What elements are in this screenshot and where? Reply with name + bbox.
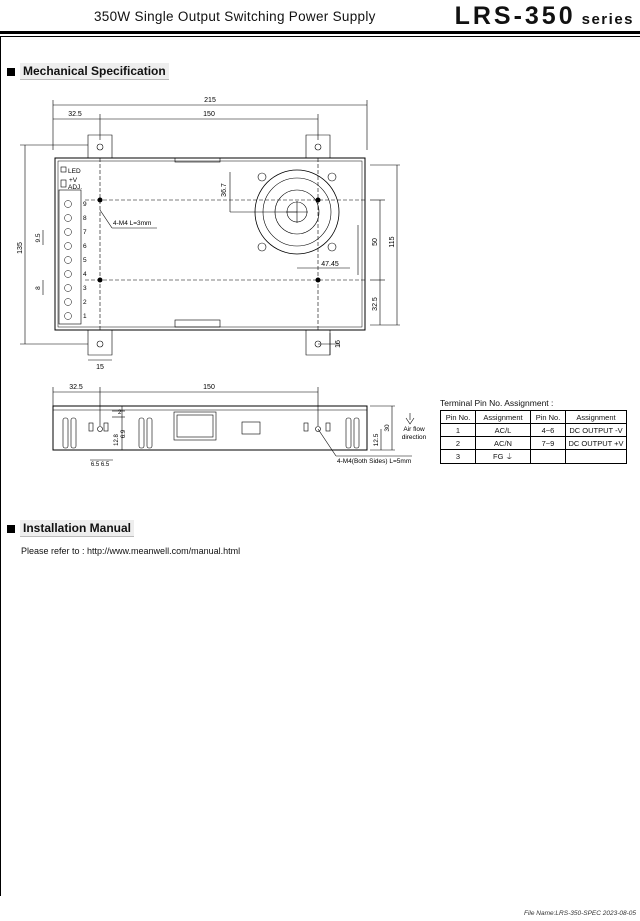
installation-title: Installation Manual — [20, 520, 134, 537]
table-header-row — [441, 411, 627, 424]
file-name-footer: File Name:LRS-350-SPEC 2023-08-05 — [524, 910, 636, 917]
pin-assignment-table — [440, 410, 627, 464]
table-header: Assignment — [476, 411, 531, 424]
dim-fan-offset: 47.45 — [321, 261, 339, 268]
adj-label-1: +V — [69, 177, 78, 184]
table-cell: 2 — [441, 437, 476, 450]
table-cell: AC/N — [476, 437, 531, 450]
table-row — [441, 424, 627, 437]
side-dim-b: 6.9 — [121, 429, 127, 439]
mechanical-spec-title: Mechanical Specification — [20, 63, 169, 80]
side-dim-c: 12.8 — [114, 434, 120, 446]
terminal-label: 9 — [83, 201, 87, 208]
table-cell: 4~6 — [531, 424, 566, 437]
header-rule-thin — [0, 36, 640, 37]
dim-fan-depth: 36.7 — [221, 183, 228, 197]
installation-text: Please refer to : http://www.meanwell.com/manual.html — [21, 546, 241, 556]
table-row — [441, 437, 627, 450]
top-view-drawing — [0, 90, 420, 380]
side-dim-bottom: 6.5 6.5 — [90, 462, 110, 468]
terminal-label: 1 — [83, 313, 87, 320]
side-dim-hole-span: 150 — [203, 384, 215, 391]
terminal-label: 4 — [83, 271, 87, 278]
dim-left-offset: 32.5 — [68, 111, 82, 118]
product-subtitle: 350W Single Output Switching Power Supply — [94, 9, 376, 24]
dim-hole-vertical: 50 — [372, 238, 379, 246]
mechanical-spec-heading — [7, 63, 169, 80]
bullet-square-icon — [7, 68, 15, 76]
airflow-label-2: direction — [401, 434, 427, 441]
terminal-label: 2 — [83, 299, 87, 306]
model-number: LRS-350 — [454, 2, 576, 30]
table-cell: DC OUTPUT -V — [566, 424, 627, 437]
terminal-label: 8 — [83, 215, 87, 222]
table-cell: 1 — [441, 424, 476, 437]
side-dim-height: 30 — [384, 424, 391, 432]
airflow-label-1: Air flow — [403, 426, 425, 433]
model-name — [455, 2, 634, 31]
table-cell: AC/L — [476, 424, 531, 437]
header-rule — [0, 31, 640, 34]
table-header: Assignment — [566, 411, 627, 424]
table-header: Pin No. — [441, 411, 476, 424]
dim-ear: 16 — [335, 340, 342, 348]
table-cell — [566, 450, 627, 464]
side-dim-left-offset: 32.5 — [69, 384, 83, 391]
table-row — [441, 450, 627, 464]
dim-bottom-left: 15 — [96, 364, 104, 371]
installation-heading — [7, 520, 134, 537]
dim-hole-span: 150 — [203, 111, 215, 118]
table-cell: DC OUTPUT +V — [566, 437, 627, 450]
dim-total-width: 215 — [204, 97, 216, 104]
dim-terminal-offset: 8 — [35, 286, 42, 290]
series-label: series — [581, 11, 634, 28]
table-cell — [531, 450, 566, 464]
pin-table-caption: Terminal Pin No. Assignment : — [440, 398, 554, 408]
terminal-label: 5 — [83, 257, 87, 264]
table-header: Pin No. — [531, 411, 566, 424]
table-cell: FG ⏚ — [476, 450, 531, 464]
terminal-label: 7 — [83, 229, 87, 236]
side-mount-label: 4-M4(Both Sides) L=5mm — [337, 458, 412, 465]
led-label: LED — [68, 168, 81, 175]
mount-hole-label: 4-M4 L=3mm — [113, 220, 152, 227]
side-view-drawing — [0, 378, 440, 470]
dim-right-height: 115 — [389, 236, 396, 248]
side-dim-a: 2 — [118, 410, 122, 416]
dim-bottom-offset: 32.5 — [372, 297, 379, 311]
table-cell: 7~9 — [531, 437, 566, 450]
terminal-label: 6 — [83, 243, 87, 250]
dim-terminal-pitch: 9.5 — [35, 233, 42, 243]
table-cell: 3 — [441, 450, 476, 464]
adj-label-2: ADJ. — [68, 184, 83, 191]
terminal-label: 3 — [83, 285, 87, 292]
bullet-square-icon — [7, 525, 15, 533]
side-dim-hole-height: 12.5 — [373, 433, 380, 447]
dim-height: 135 — [17, 242, 24, 254]
